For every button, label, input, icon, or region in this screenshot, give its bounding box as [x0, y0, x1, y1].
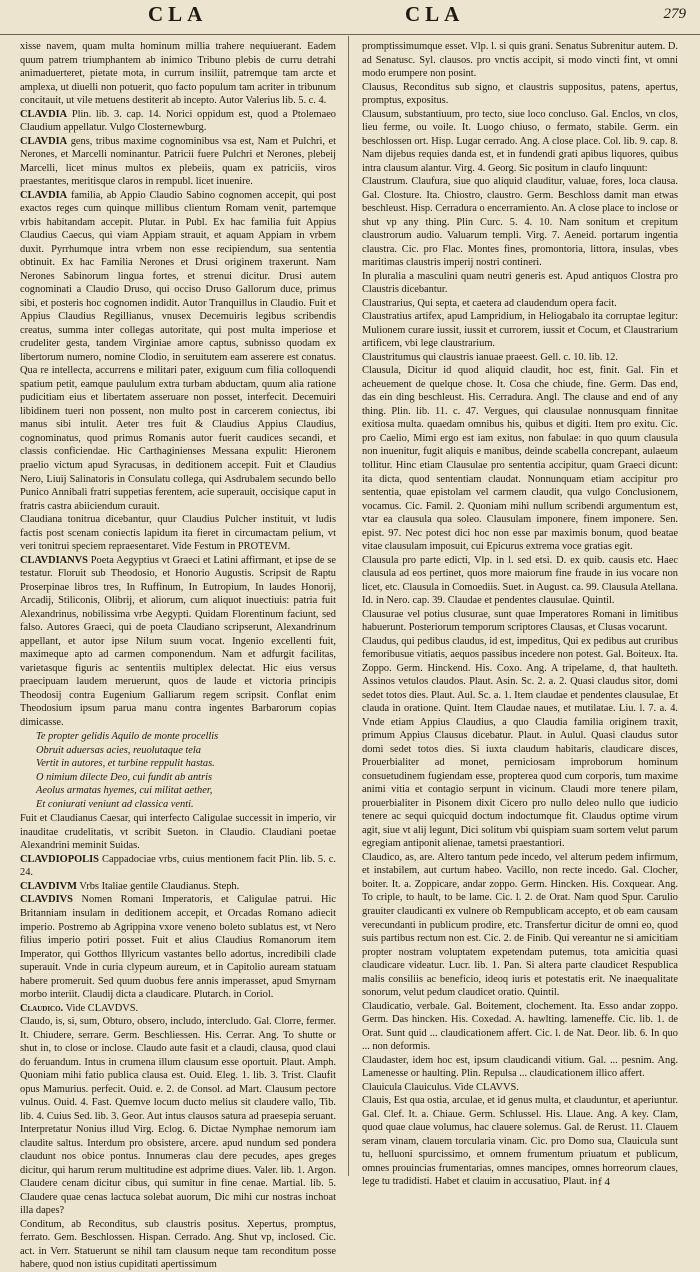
- entry-lemma: CLAVDIOPOLIS: [20, 853, 99, 865]
- entry-text: familia, ab Appio Claudio Sabino cognomen accepit, qui post exactos reges cum quinque millibus clientum Romam venit, partemque vrbis habitandam accepit. Plutar. in Publ. Ex hac familia fuit Appius Claudius Caecus, qui viam Appiam strauit, et aquam Appiam in vrbem duxit. Pyrrhumque intra vrbem non esse recipiendum, sua sententia obtinuit. Ex hac Familia Nerones et Drusi originem traxerunt. Nam Nerones Sabinorum lingua fortes, et strenui dicitur. Drusi autem cognominati a Claudio Druso, qui occiso Druso Gallorum duce, primus sibi, et posteris hoc cognomen indidit. Autor Tranquillus in Claudio. Fuit et Appius Claudius Regillianus, vnusex Decemuiris legibus scribendis creatus, summa inter collegas autoritate, qui post multa imperiose et crudeliter gesta, tandem Virginiae amore captus, subnisso quodam ex libertorum numero, nomine Clodio, in seruitutem eam asserere est conatus. Qua re intellecta, accurrens e militari pater, exiguum cum filia colloquendi spatium petit, eamque paululum extra turbam abductam, quum alia ratione pudicitiam eius et libertatem asseruare non posset, interfecit. Decemuiri libidinem tueri non possent, non multo post in carcerem coniectus, ibi manus sibi intulit. Aeter tres fuit & Claudius Appius Claudius, cognominatus, quod primus Romanis autor fuerit caudices secandi, et classis conficiendae. Hic Carthaginienses Messana expulit: Hieronem praelio victum apud Syracusas, in deditionem accepit. Fuit et Claudius Nero, Liuij Salinatoris in Consulatu collega, qui Asdrubalem secundo bello Punico Annibali fratri suppetias ferentem, acie superauit, occisique caput in fratris castra abiiciendum curauit.: [20, 189, 336, 512]
- entry-text: Cappadociae vrbs, cuius mentionem facit Plin. lib. 5. c. 24.: [20, 853, 337, 879]
- dictionary-entry: [362, 310, 678, 351]
- running-header: [0, 0, 700, 35]
- dictionary-entry: [20, 513, 336, 554]
- entry-text: Clauis, Est qua ostia, arculae, et id genus multa, et clauduntur, et aperiuntur. Gal. Clef. It. a. Chiaue. Germ. Schlussel. His. Llaue. Ang. A key. Clam, quod quae claue volumus, hac clauere solemus. Gal. de Rerust. 11. Clauem seram vinam, clauem torcularia vinam. Cic. pro Domo sua, Clauicula sunt tu, helluoni spurcissimo, et omnem frumentum priuatum et publicum, omnes prouincias frumentarias, omnes mancipes, omnes horreorum claues, lege tu tradidisti. Habet et clauim in accusatiuo, Plaut. in: [362, 1095, 678, 1188]
- verse-line: Et coniurati veniunt ad classica venti.: [36, 798, 194, 810]
- entry-lemma: CLAVDIVM: [20, 880, 77, 892]
- dictionary-entry: [20, 189, 336, 513]
- dictionary-entry: [20, 40, 336, 108]
- entry-text: Claudico, as, are. Altero tantum pede incedo, vel alterum pedem infirmum, et instabilem, aut curtum habeo. Vacillo, non recte incedo. Gal. Clocher, boiter. It. a. Zoppicare, andar zoppo. Germ. Hincken. His. Coxquear. Ang. To criple, to hault, to be lame. Cic. l. 2. de Orat. Nam quod Spur. Carulio grauiter claudicanti ex vulnere ob Rempublicam accepto, et ob eam causam verecundanti in publicum prodire, etc. Transfertur dicitur de omni eo, quod suis partibus rectum non est. Cic. 2. de Finib. Qui vereantur ne si amicitiam propter nostram voluptatem expetendam putemus, tota amicitia quasi claudicare videatur. Lucr. lib. 1. Pan. Si altera parte claudicet Respublica malis consiliis ac beneficio, ideoq iuris et potestatis erit. Ne inaequalitate sonorum, velut pedum claudicet oratio. Quintil.: [362, 851, 678, 999]
- entry-lemma: CLAVDIANVS: [20, 554, 88, 566]
- left-column: [20, 40, 337, 1271]
- entry-lemma: Claudico.: [20, 1002, 64, 1014]
- dictionary-entry: [362, 1000, 678, 1054]
- entry-text: Claustrarius, Qui septa, et caetera ad claudendum opera facit.: [362, 297, 617, 309]
- dictionary-entry: [362, 1094, 678, 1189]
- entry-text: Claustratius artifex, apud Lampridium, in Heliogabalo ita corruptae legitur: Mulionem curare iussit, iussit et currorem, iussit et Cocum, et Claustrarium artificem, vbi lege claustrarium.: [362, 311, 678, 350]
- dictionary-entry: [362, 297, 678, 311]
- dictionary-entry: [362, 351, 678, 365]
- entry-text: gens, tribus maxime cognominibus vsa est, Nam et Pulchri, et Nerones, et Marcelli nominantur. Patricii fuere Pulchri et Nerones, plebeij Marcelli, licet minus multos ex plebeiis, quam ex patriciis, viros praestantes, meritisque claros in rempubl. licet inuenire.: [20, 135, 336, 188]
- dictionary-entry: [362, 40, 678, 81]
- dictionary-entry: [362, 608, 678, 635]
- entry-text: Clausurae vel potius clusurae, sunt quae Imperatores Romani in limitibus habuerunt. Posteriorum temporum scriptores Clausas, et Clusas vocarunt.: [362, 608, 678, 634]
- dictionary-entry: [20, 135, 336, 189]
- entry-text: Poeta Aegyptius vt Graeci et Latini affirmant, et ipse de se testatur. Floruit sub Theodosio, et Honorio Augustis. Scripsit de Raptu Proserpinae libros tres, In Ruffinum, In Eutropium, In laudes Honorij, Arcadij, Stiliconis, Olibrij, et aliorum, cum aliquot inuectiuis: patria fuit Alexandrinus, nobilissima vrbe Aegypti. Quidam Florentinum faciunt, sed falso. Autores Graeci, qui de poeta Claudiano scripserunt, Alexandrinum appellant, et autor ipse Nilum suum vocat. Ingenio excellenti fuit, maximeque apto ad carmen componendum. Nam et adfurgit facilitas, varietasque figuris ac sententiis multiplex delectat. Hic eius versus praecipuam laudem meruerunt, quos de laude et victoria principis Theodosij contra Eugenium Galliarum regem scripsit. Conflat enim Theodosium ipsum parua manu contra ingentes Barbarorum copias dimicasse.: [20, 554, 336, 728]
- dictionary-entry: [20, 1015, 336, 1218]
- verse-line: O nimium dilecte Deo, cui fundit ab antris: [36, 771, 213, 783]
- dictionary-entry: [362, 1054, 678, 1081]
- dictionary-entry: [362, 851, 678, 1000]
- entry-text: Claudiana tonitrua dicebantur, quur Claudius Pulcher instituit, vt ludis factis post scenam coniectis lapidum ita fieret in circumactam pelium, vt veri tonitrui speciem repraesentaret. Vide Festum in PROTEVM.: [20, 514, 336, 553]
- verse-block: [36, 730, 336, 811]
- dictionary-entry: [362, 270, 678, 297]
- dictionary-entry: [362, 364, 678, 553]
- dictionary-entry: [20, 554, 336, 730]
- entry-text: Nomen Romani Imperatoris, et Caligulae patrui. Hic Britanniam insulam in deditionem accepit, et Orcadas Romano adiecit imperio. Postremo ab Agrippina vxore veneno boleto sublatus est, vt Nero filius imperio potiri posset. Fuit et alius Claudius Romanorum item Imperator, qui Gotthos Illyricum vastantes bello adortus, incredibili clade superauit. Vnde in curia clypeum aureum, et in Capitolio auream statuam habere promeruit. Sed quum duobus fere annis imperasset, apud Smyrnam morbo interiit. Claudij dicta a claudicare. Plutarch. in Coriol.: [20, 894, 336, 1001]
- dictionary-entry: [20, 1002, 336, 1016]
- entry-text: Clausus, Reconditus sub signo, et claustris suppositus, patens, apertus, promptus, expositus.: [362, 81, 678, 107]
- verse-line: Te propter gelidis Aquilo de monte procellis: [36, 731, 219, 743]
- entry-text: Claudo, is, si, sum, Obturo, obsero, includo, intercludo. Gal. Clorre, fermer. It. Chiudere, serrare. Germ. Beschliessen. His. Cerrar. Ang. To shutte or shut in, to close or inclose. Claudo aute fasit et a claudi, clausa, quod claui do feruandum. Intus in crumena illum clausum esse oportuit. Plaut. Amph. Quoniam mihi fatio publica clausa est. Ouid. Eleg. 1. lib. 3. Trist. Claufit opus Mamurius. perfecit. Ouid. e. 2. de Consol. ad Mart. Clausum pectore vulnus. Ouid. 4. Fast. Quemve locum ducto melius sit claudere vallo, Tib. lib. 4. Cuius Sed. lib. 3. Geor. Aut intus clausos satura ad praesepia seruant. Interpretatur Nonius illud Virg. Eclog. 6. Dictae Nymphae nemorum iam claudite saltus. Interdum pro obsistere, arcere. apud nundum sed pondera claudunt nos obice pontus. Innumeras clau dere pecudes, apes greges dicitur, qui harum rerum multitudine est adprime diues. Valer. lib. 1. Argon. Claudere cenam dicitur cibus, qui sumitur in fine cenae. Martial. lib. 5. Claudere quae cenas lactuca solebat auorum, Dic mihi cur nostras inchoat illa dapes?: [20, 1016, 336, 1217]
- verse-line: Vertit in autores, et turbine reppulit hastas.: [36, 758, 215, 770]
- entry-text: Fuit et Claudianus Caesar, qui interfecto Caligulae successit in imperio, vir inauditae crudelitatis, vt scribit Sueton. in Claudio. Claudiani poetae Alexandrini meminit Suidas.: [20, 813, 336, 852]
- entry-text: Claustrum. Claufura, siue quo aliquid clauditur, valuae, fores, loca clausa. Gal. Closture. Ita. Chiostro, claustro. Germ. Beschloss damit man etwas beschleust. Hisp. Cerradura o encerramiento. An. A close place to inclose or shut vp any thing. Plin Curc. 5. 4. 10. Nam sonitum et crepitum claustrorum audio. Valuarum templi. Virg. 7. Aeneid. portarum ingentia claustra. Cic. pro Flac. Montes fines, promontoria, littora, insulas, vbes maritimas claustris imperij nostri contineri.: [362, 176, 678, 269]
- entry-text: Claudaster, idem hoc est, ipsum claudicandi vitium. Gal. ... pesnim. Ang. Lamenesse or haulting. Plin. Repulsa ... claudicationem illico affert.: [362, 1054, 678, 1080]
- entry-lemma: CLAVDIA: [20, 108, 68, 120]
- entry-text: Clausula pro parte edicti, Vlp. in l. sed etsi. D. ex quib. causis etc. Haec clausula ad eos pertinet, quos more maiorum fine fraude in ius vocare non licet, etc. Clausula in Comoediis. Suet. in August. ca. 99. Clausula Atellana. Id. in Nero. cap. 39. Claudae et pendentes clausulae. Quintil.: [362, 554, 678, 607]
- page-number: 279: [663, 6, 686, 22]
- dictionary-entry: [362, 554, 678, 608]
- dictionary-entry: [362, 1081, 678, 1095]
- verse-line: Obruit aduersas acies, reuolutaque tela: [36, 744, 201, 756]
- dictionary-entry: [20, 893, 336, 1001]
- entry-lemma: CLAVDIA: [20, 189, 68, 201]
- entry-text: Vide CLAVDVS.: [65, 1002, 139, 1014]
- dictionary-entry: [20, 853, 336, 880]
- entry-text: xisse navem, quam multa hominum millia trahere nequiuerant. Eadem quum patrem triumphantem ab inimico Tribuno plebis de curru detrahi animaduerteret, pietate mota, in currum insiliit, patremque tam arcte et amplexa, ut diuelli non potuerit, quo facto populum tam acriter in tribunum concitauit, ut vile metuens destiterit ab incepto. Autor Valerius lib. 5. c. 4.: [20, 41, 336, 107]
- entry-text: Clauicula Clauiculus. Vide CLAVVS.: [362, 1081, 519, 1093]
- dictionary-entry: [362, 108, 678, 176]
- entry-text: Claustritumus qui claustris ianuae praeest. Gell. c. 10. lib. 12.: [362, 351, 618, 363]
- entry-text: Clausula, Dicitur id quod aliquid claudit, hoc est, finit. Gal. Fin et acheuement de quelque chose. It. Cosa che chiude, fine. Germ. Das end, das ein ding beschleust. His. Cerradura. Angl. The clause and end of any thing. Plin. lib. 11. c. 47. Vergues, qui clausulae nonnusquam finnitae exitiosa multa. quaedam omnibus his, quibus et digiti. Item pro exitu. Cic. pro Caelio, Mimi ergo est iam exitus, non fabulae: in quo quum clausula non inuenitur, fugit aliquis e manibus, deinde scabella concrepant, aulaeum tollitur. Hinc etiam Clausulae pro sententia accipitur, quam Graeci dicunt: ita dicta, quod sententiam claudat. Nonnunquam etiam accipitur pro sententia, quae epistolam vel carmem claudit, qua vulgo Conclusionem, vocamus. Cic. Famil. 2. Quoniam mihi nullum scribendi argumentum est, vtar ea clausula qua soleo. Clausulam imponere, finem imponere. Sen. epist. 97. Nec potest dici hoc non esse par maximis bonum, quod beatae vitae clausulam imposuit, cui Epicurus extrema voce gratias egit.: [362, 365, 678, 553]
- dictionary-entry: [20, 108, 336, 135]
- entry-lemma: CLAVDIA: [20, 135, 68, 147]
- entry-text: promptissimumque esset. Vlp. l. si quis grani. Senatus Subrenitur autem. D. ad Senatusc. Syl. clausos. pro vnctis accipit, si modo vincti fint, vt omni modo erumpere non posint.: [362, 41, 678, 80]
- column-divider: [348, 36, 349, 1176]
- verse-line: Aeolus armatas hyemes, cui militat aether,: [36, 785, 213, 797]
- entry-text: Conditum, ab Reconditus, sub claustris positus. Xepertus, promptus, ferrato. Gem. Beschlossen. Hispan. Cerrado. Ang. Shut vp, inclosed. Cic. act. in Verr. Statuerunt se nihil tam clausum neque tam reconditum posse habere, quod non istius cupiditati apertissimum: [20, 1218, 336, 1271]
- dictionary-entry: [362, 175, 678, 270]
- dictionary-entry: [20, 880, 336, 894]
- entry-text: Vrbs Italiae gentile Claudianus. Steph.: [79, 880, 240, 892]
- dictionary-entry: [362, 81, 678, 108]
- dictionary-entry: [362, 635, 678, 851]
- entry-lemma: CLAVDIVS: [20, 894, 73, 906]
- entry-text: Plin. lib. 3. cap. 14. Norici oppidum est, quod a Ptolemaeo Claudium appellatur. Vulgo Closternewburg.: [20, 108, 336, 134]
- dictionary-entry: [20, 812, 336, 853]
- entry-text: Claudus, qui pedibus claudus, id est, impeditus, Qui ex pedibus aut cruribus femoribusue vitiatis, aequos passibus incedere non potest. Gal. Boiteux. Ita. Zoppo. Germ. Hinckend. His. Coxo. Ang. A tripelame, d, that haulteth. Assinos vetulos claudos. Plaut. Asin. Sc. 2. a. 2. Quasi claudus sitor, domi sedet totos dies. Plaut. Aul. Sc. a. 1. Item claudae et pendentes clausulae, Et clauda in oratione. Quint. Item Claudae naues, et mutilatae. Liu. l. 7. a. 4. Vnde etiam Appius Claudius, a quo Claudia familia originem traxit, primum Appius Clausus dicebatur. Plaut. in Aulul. Quasi claudus sutor domi sedet totos dies. Si iuxta claudum habitaris, claudicare disces, Prouerbialiter ad monet, perniciosam improborum hominum consuetudinem fugiendam esse, propterea quod cum corporis, tum maxime animi vitia et contagio serpunt in vicinum. Claudi more tenere pilam, prouerbialiter in Pisonem dixit Cicero pro nullo deleo nullo que iudicio tenere ac sequi quicquid doctum indoctumque fit. Claudus optime virum agit, siue vt alij legunt, Dici solitum vbi quispiam suam sortem velut parum egregiam antiponit alienae, tametsi praestantiori.: [362, 635, 678, 850]
- entry-text: Clausum, substantiuum, pro tecto, siue loco concluso. Gal. Enclos, vn clos, lieu ferme, ou voile. It. Luogo chiuso, o fermato, stabile. Germ. ein beschlossen ort. Hisp. Lugar cerrado. Ang. A close place. Col. lib. 9. cap. 8. Nam dijebus requies danda est, et in fundendi grati apibus liquores, quibus intra clausum alantur. Virg. 4. Georg. Sic positum in claufo linquunt:: [362, 108, 678, 174]
- entry-text: Claudicatio, verbale. Gal. Boitement, clochement. Ita. Esso andar zoppo. Germ. Das hincken. His. Coxedad. A. hawlting. lameneffe. Cic. lib. 1. de Orat. Sunt quid ... claudicationem affert. Cic. l. de Nat. Deor. lib. 6. In quo ... non deformis.: [362, 1000, 678, 1053]
- headword-right: CLA: [405, 2, 465, 26]
- signature-mark: f 4: [598, 1176, 610, 1188]
- entry-text: In pluralia a masculini quam neutri generis est. Apud antiquos Clostra pro Claustris dicebantur.: [362, 270, 678, 296]
- dictionary-entry: [20, 1218, 336, 1272]
- headword-left: CLA: [148, 2, 208, 26]
